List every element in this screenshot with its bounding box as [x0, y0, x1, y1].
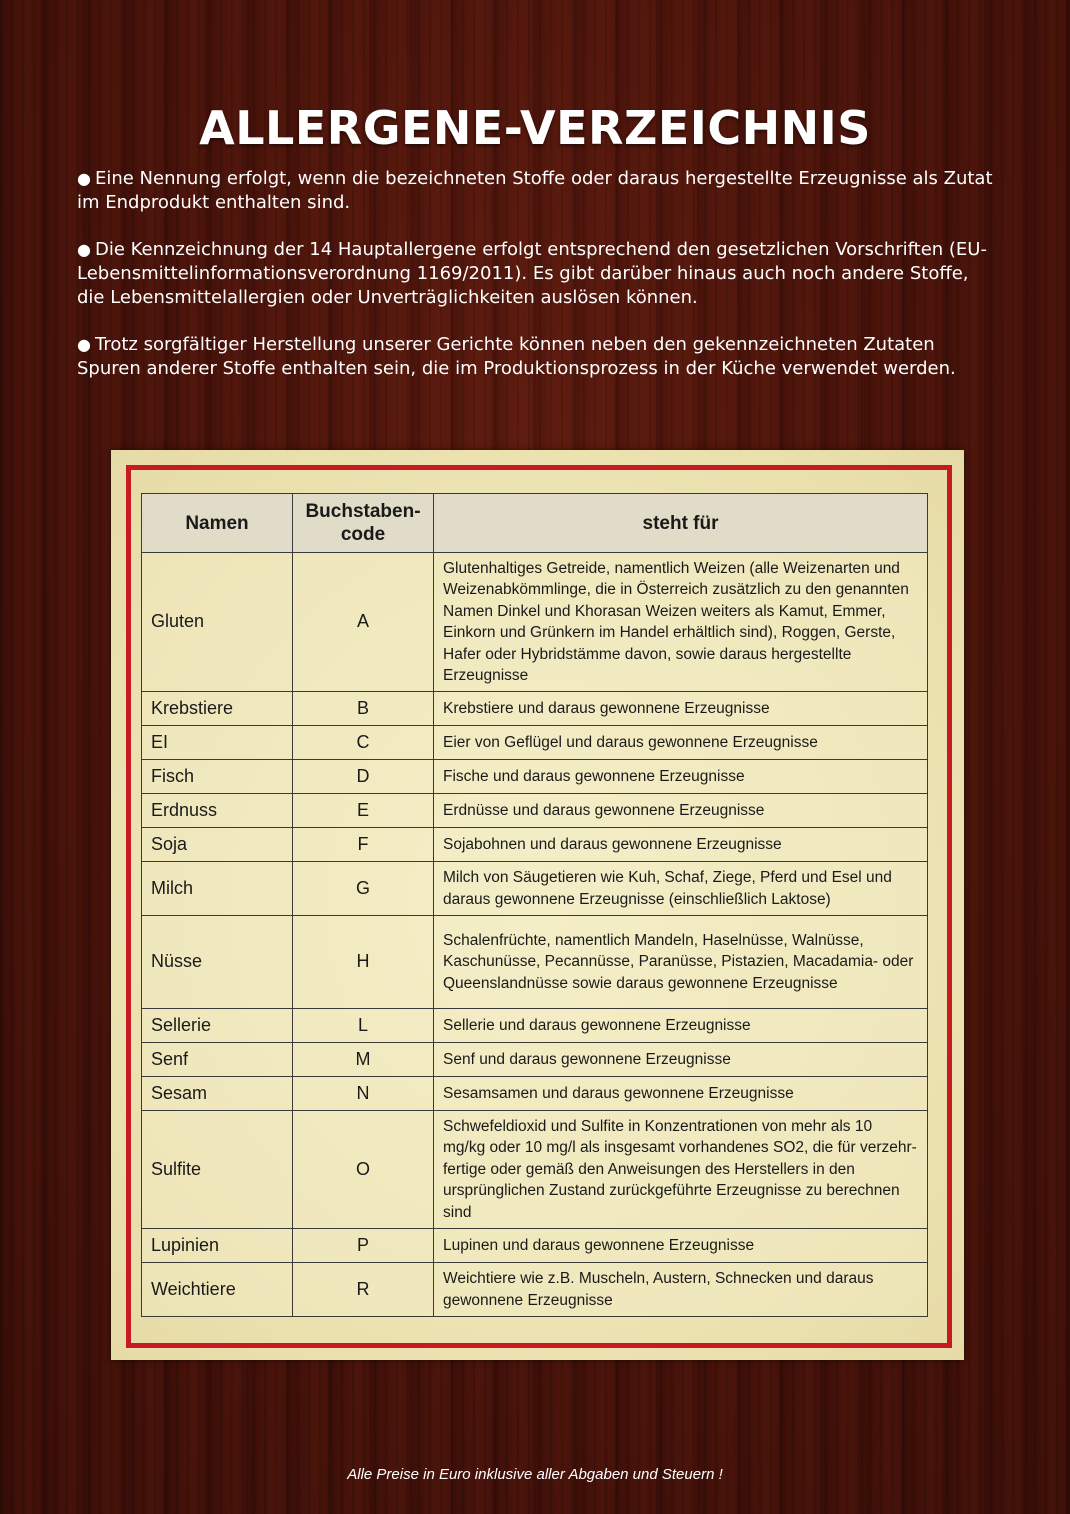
allergen-description: Senf und daraus gewonnene Erzeugnisse [434, 1043, 928, 1077]
allergen-code: M [293, 1043, 434, 1077]
allergen-code: O [293, 1111, 434, 1229]
allergen-description: Schwefeldioxid und Sulfite in Konzentrationen von mehr als 10 mg/kg oder 10 mg/l als insgesamt vorhandenes SO2, die für verzehr-fertige oder gemäß den Anweisungen des Herstellers in den ursprünglichen Zustand zurückgeführte Erzeugnisse zu berechnen sind [434, 1111, 928, 1229]
allergen-name: Nüsse [142, 916, 293, 1009]
allergen-code: B [293, 692, 434, 726]
allergen-description: Sellerie und daraus gewonnene Erzeugnisse [434, 1009, 928, 1043]
intro-paragraph: ● Trotz sorgfältiger Herstellung unserer Gerichte können neben den gekennzeichneten Zutaten Spuren anderer Stoffe enthalten sein, die im Produktionsprozess in der Küche verwendet werden. [77, 334, 956, 379]
allergen-code: D [293, 760, 434, 794]
allergen-description: Krebstiere und daraus gewonnene Erzeugnisse [434, 692, 928, 726]
allergen-code: C [293, 726, 434, 760]
page-title: ALLERGENE-VERZEICHNIS [199, 100, 871, 155]
allergen-name: Sellerie [142, 1009, 293, 1043]
intro-paragraph: ● Die Kennzeichnung der 14 Hauptallergene erfolgt entsprechend den gesetzlichen Vorschriften (EU-Lebensmittelinformationsverordnung 1169/2011). Es gibt darüber hinaus auch noch andere Stoffe, die Lebensmittelallergien oder Unverträglichkeiten auslösen können. [77, 239, 987, 308]
header-description: steht für [434, 494, 928, 553]
bullet-icon: ● [77, 240, 91, 259]
table-row [142, 1009, 928, 1043]
table-row [142, 1043, 928, 1077]
allergen-name: Krebstiere [142, 692, 293, 726]
table-row [142, 1263, 928, 1317]
header-names: Namen [142, 494, 293, 553]
table-row [142, 1077, 928, 1111]
allergen-table [141, 493, 928, 1317]
allergen-code: E [293, 794, 434, 828]
allergen-description: Glutenhaltiges Getreide, namentlich Weizen (alle Weizenarten und Weizenabkömmlinge, die in Österreich zusätzlich zu den genannten Namen Dinkel und Khorasan Weizen weiters als Kamut, Emmer, Einkorn und Grünkern im Handel erhältlich sind), Roggen, Gerste, Hafer oder Hybridstämme davon, sowie daraus hergestellte Erzeugnisse [434, 553, 928, 692]
allergen-code: G [293, 862, 434, 916]
allergen-description: Eier von Geflügel und daraus gewonnene Erzeugnisse [434, 726, 928, 760]
table-row [142, 553, 928, 692]
allergen-description: Weichtiere wie z.B. Muscheln, Austern, Schnecken und daraus gewonnene Erzeugnisse [434, 1263, 928, 1317]
intro-text [77, 167, 997, 404]
allergen-name: Weichtiere [142, 1263, 293, 1317]
allergen-panel [111, 450, 964, 1360]
allergen-name: Milch [142, 862, 293, 916]
footer-price-note: Alle Preise in Euro inklusive aller Abgaben und Steuern ! [347, 1466, 723, 1483]
allergen-name: Senf [142, 1043, 293, 1077]
allergen-description: Sojabohnen und daraus gewonnene Erzeugnisse [434, 828, 928, 862]
allergen-description: Erdnüsse und daraus gewonnene Erzeugnisse [434, 794, 928, 828]
allergen-name: Erdnuss [142, 794, 293, 828]
table-row [142, 794, 928, 828]
allergen-name: Sesam [142, 1077, 293, 1111]
allergen-name: Sulfite [142, 1111, 293, 1229]
allergen-code: N [293, 1077, 434, 1111]
allergen-code: A [293, 553, 434, 692]
allergen-name: Soja [142, 828, 293, 862]
table-row [142, 828, 928, 862]
allergen-description: Sesamsamen und daraus gewonnene Erzeugnisse [434, 1077, 928, 1111]
table-row [142, 916, 928, 1009]
allergen-code: H [293, 916, 434, 1009]
allergen-name: Gluten [142, 553, 293, 692]
table-row [142, 760, 928, 794]
table-row [142, 862, 928, 916]
allergen-description: Fische und daraus gewonnene Erzeugnisse [434, 760, 928, 794]
allergen-code: F [293, 828, 434, 862]
header-code: Buchstaben-code [293, 494, 434, 553]
table-row [142, 1111, 928, 1229]
bullet-icon: ● [77, 169, 91, 188]
intro-paragraph: ● Eine Nennung erfolgt, wenn die bezeichneten Stoffe oder daraus hergestellte Erzeugnisse als Zutat im Endprodukt enthalten sind. [77, 168, 993, 213]
allergen-description: Lupinen und daraus gewonnene Erzeugnisse [434, 1229, 928, 1263]
table-row [142, 692, 928, 726]
allergen-code: L [293, 1009, 434, 1043]
table-header-row [142, 494, 928, 553]
allergen-name: EI [142, 726, 293, 760]
allergen-name: Fisch [142, 760, 293, 794]
table-row [142, 726, 928, 760]
bullet-icon: ● [77, 335, 91, 354]
allergen-description: Milch von Säugetieren wie Kuh, Schaf, Ziege, Pferd und Esel und daraus gewonnene Erzeugnisse (einschließlich Laktose) [434, 862, 928, 916]
allergen-code: R [293, 1263, 434, 1317]
allergen-description: Schalenfrüchte, namentlich Mandeln, Haselnüsse, Walnüsse, Kaschunüsse, Pecannüsse, Paranüsse, Pistazien, Macadamia- oder Queenslandnüsse sowie daraus gewonnene Erzeugnisse [434, 916, 928, 1009]
table-row [142, 1229, 928, 1263]
allergen-name: Lupinien [142, 1229, 293, 1263]
allergen-code: P [293, 1229, 434, 1263]
